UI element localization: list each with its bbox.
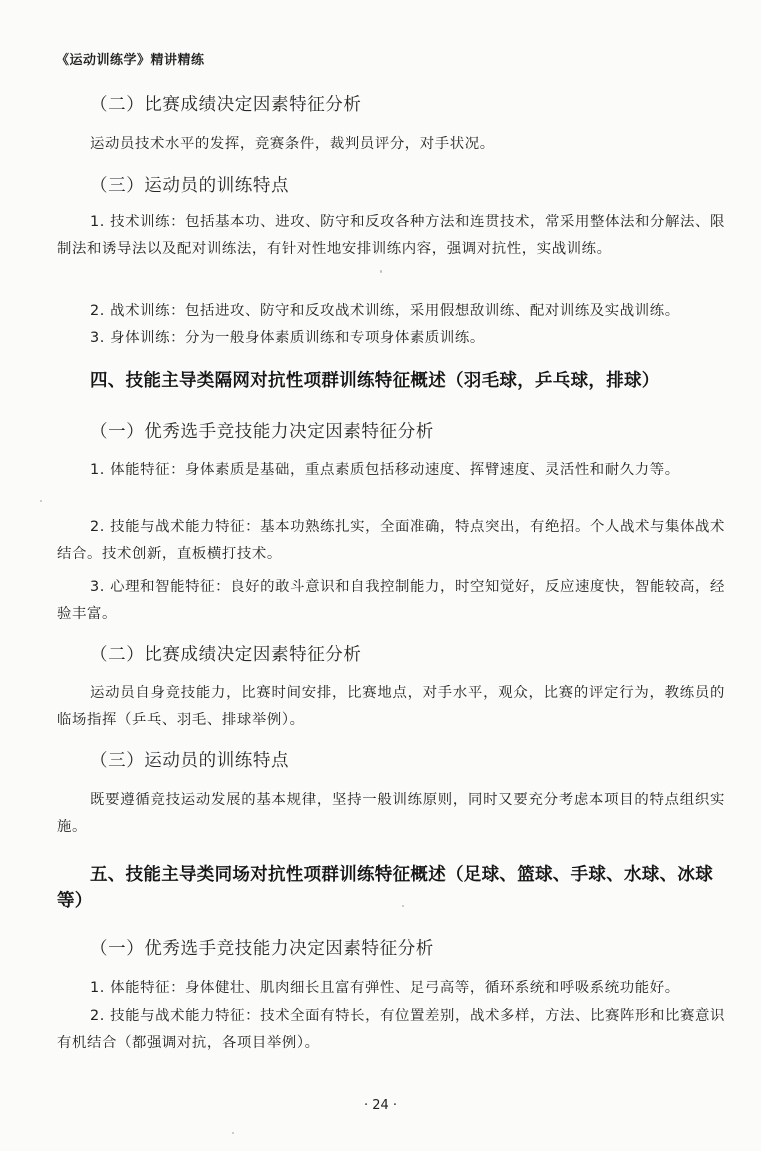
scan-speck xyxy=(380,270,382,273)
subsection-heading: （二）比赛成绩决定因素特征分析 xyxy=(90,645,362,665)
paragraph: 1. 技术训练：包括基本功、进攻、防守和反攻各种方法和连贯技术，常采用整体法和分解法、限制法和诱导法以及配对训练法，有针对性地安排训练内容，强调对抗性，实战训练。 xyxy=(57,214,725,257)
paragraph: 2. 技能与战术能力特征：技术全面有特长，有位置差别，战术多样，方法、比赛阵形和比赛意识有机结合（都强调对抗，各项目举例）。 xyxy=(57,1008,725,1051)
paragraph: 2. 技能与战术能力特征：基本功熟练扎实，全面准确，特点突出，有绝招。个人战术与集体战术结合。技术创新，直板横打技术。 xyxy=(57,519,725,562)
paragraph: 既要遵循竞技运动发展的基本规律，坚持一般训练原则，同时又要充分考虑本项目的特点组织实施。 xyxy=(57,792,725,835)
page-number: · 24 · xyxy=(363,1098,398,1113)
subsection-heading: （一）优秀选手竞技能力决定因素特征分析 xyxy=(90,939,434,959)
paragraph: 3. 心理和智能特征：良好的敢斗意识和自我控制能力，时空知觉好，反应速度快，智能较高，经验丰富。 xyxy=(57,579,725,622)
section-heading: 五、技能主导类同场对抗性项群训练特征概述（足球、篮球、手球、水球、冰球等） xyxy=(57,865,713,911)
subsection-heading: （二）比赛成绩决定因素特征分析 xyxy=(90,95,362,115)
scan-speck xyxy=(232,1132,234,1134)
subsection-heading: （三）运动员的训练特点 xyxy=(90,176,290,196)
paragraph: 运动员技术水平的发挥，竞赛条件，裁判员评分，对手状况。 xyxy=(90,136,495,152)
paragraph: 运动员自身竞技能力，比赛时间安排，比赛地点，对手水平，观众，比赛的评定行为，教练员的临场指挥（乒乓、羽毛、排球举例）。 xyxy=(57,685,725,728)
paragraph: 2. 战术训练：包括进攻、防守和反攻战术训练，采用假想敌训练、配对训练及实战训练。 xyxy=(90,303,680,319)
scan-speck xyxy=(402,905,404,907)
running-header: 《运动训练学》精讲精练 xyxy=(56,53,205,68)
paragraph: 3. 身体训练：分为一般身体素质训练和专项身体素质训练。 xyxy=(90,330,485,346)
paragraph: 1. 体能特征：身体健壮、肌肉细长且富有弹性、足弓高等，循环系统和呼吸系统功能好。 xyxy=(90,980,680,996)
subsection-heading: （一）优秀选手竞技能力决定因素特征分析 xyxy=(90,422,434,442)
scan-speck xyxy=(40,500,42,502)
section-heading: 四、技能主导类隔网对抗性项群训练特征概述（羽毛球，乒乓球，排球） xyxy=(90,371,660,391)
subsection-heading: （三）运动员的训练特点 xyxy=(90,751,290,771)
paragraph: 1. 体能特征：身体素质是基础，重点素质包括移动速度、挥臂速度、灵活性和耐久力等。 xyxy=(90,462,680,478)
